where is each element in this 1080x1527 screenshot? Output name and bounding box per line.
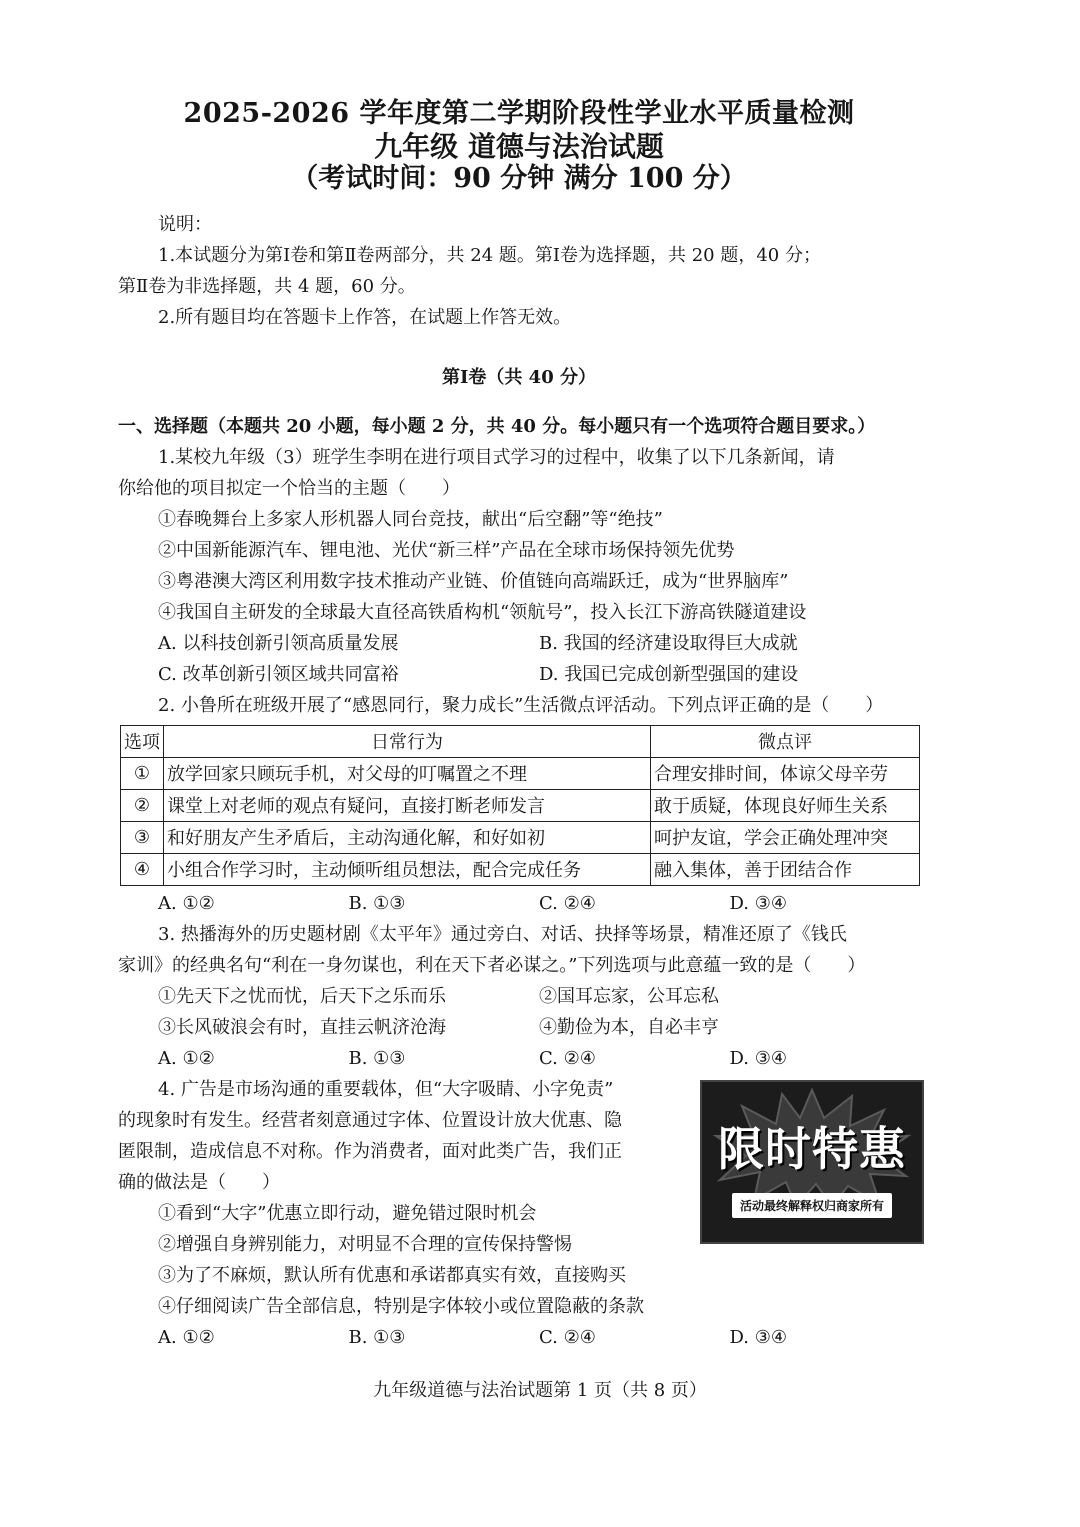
ad-image — [700, 1080, 924, 1244]
exam-duration: （考试时间：90 分钟 满分 100 分） — [291, 162, 747, 194]
q2-row-comment: 呵护友谊，学会正确处理冲突 — [651, 821, 920, 853]
exam-subject: 九年级 道德与法治试题 — [374, 129, 664, 163]
q4-option-b[interactable]: B. ①③ — [348, 1326, 406, 1348]
q3-item: ①先天下之忧而忧，后天下之乐而乐 — [158, 985, 446, 1007]
q3-item: ④勤俭为本，自必丰亨 — [539, 1016, 719, 1038]
q1-item: ①春晚舞台上多家人形机器人同台竞技，献出“后空翻”等“绝技” — [158, 508, 663, 530]
q2-stem: 2. 小鲁所在班级开展了“感恩同行，聚力成长”生活微点评活动。下列点评正确的是（ ） — [158, 694, 884, 716]
q4-stem-line3: 匿限制，造成信息不对称。作为消费者，面对此类广告，我们正 — [118, 1140, 622, 1162]
table-row — [121, 789, 920, 821]
q2-option-b[interactable]: B. ①③ — [348, 892, 406, 914]
q2-table — [120, 725, 920, 886]
q3-option-a[interactable]: A. ①② — [158, 1047, 215, 1069]
q3-stem-line1: 3. 热播海外的历史题材剧《太平年》通过旁白、对话、抉择等场景，精准还原了《钱氏 — [158, 923, 847, 945]
q2-option-c[interactable]: C. ②④ — [539, 892, 596, 914]
table-row — [121, 853, 920, 885]
q1-option-a[interactable]: A. 以科技创新引领高质量发展 — [158, 632, 399, 654]
q1-option-b[interactable]: B. 我国的经济建设取得巨大成就 — [539, 632, 798, 654]
q1-item: ②中国新能源汽车、锂电池、光伏“新三样”产品在全球市场保持领先优势 — [158, 539, 735, 561]
q3-option-c[interactable]: C. ②④ — [539, 1047, 596, 1069]
q2-option-d[interactable]: D. ③④ — [729, 892, 788, 914]
question-2 — [118, 690, 920, 919]
q3-items-row1 — [118, 981, 920, 1012]
part1-title: 第Ⅰ卷（共 40 分） — [441, 366, 596, 388]
ad-headline: 限时特惠 — [718, 1122, 906, 1177]
q4-stem-line1: 4. 广告是市场沟通的重要载体，但“大字吸睛、小字免责” — [158, 1078, 614, 1100]
q4-stem-line2: 的现象时有发生。经营者刻意通过字体、位置设计放大优惠、隐 — [118, 1109, 622, 1131]
q2-row-comment: 融入集体，善于团结合作 — [651, 853, 920, 885]
q4-item: ③为了不麻烦，默认所有优惠和承诺都真实有效，直接购买 — [158, 1264, 626, 1286]
exam-title: 2025-2026 学年度第二学期阶段性学业水平质量检测 — [183, 98, 855, 129]
table-row — [121, 821, 920, 853]
q3-item: ②国耳忘家，公耳忘私 — [539, 985, 719, 1007]
q4-item: ①看到“大字”优惠立即行动，避免错过限时机会 — [158, 1202, 537, 1224]
q3-items-row2 — [118, 1012, 920, 1043]
instruction-1b: 第Ⅱ卷为非选择题，共 4 题，60 分。 — [118, 275, 416, 297]
table-row — [121, 757, 920, 789]
q1-options-row1 — [118, 628, 920, 659]
q2-option-a[interactable]: A. ①② — [158, 892, 215, 914]
q1-option-c[interactable]: C. 改革创新引领区域共同富裕 — [158, 663, 399, 685]
q2-row-number: ③ — [121, 821, 164, 853]
q3-stem-line2: 家训》的经典名句“利在一身勿谋也，利在天下者必谋之。”下列选项与此意蕴一致的是（ ） — [118, 954, 866, 976]
q1-stem-line2: 你给他的项目拟定一个恰当的主题（ ） — [118, 477, 460, 499]
q3-options — [118, 1043, 920, 1074]
q2-row-comment: 敢于质疑，体现良好师生关系 — [651, 789, 920, 821]
q2-header-behavior: 日常行为 — [164, 725, 651, 757]
q3-option-b[interactable]: B. ①③ — [348, 1047, 406, 1069]
q2-row-comment: 合理安排时间，体谅父母辛劳 — [651, 757, 920, 789]
q2-header-option: 选项 — [121, 725, 164, 757]
q2-options — [118, 888, 920, 919]
instruction-2: 2.所有题目均在答题卡上作答，在试题上作答无效。 — [158, 306, 572, 328]
q1-option-d[interactable]: D. 我国已完成创新型强国的建设 — [539, 663, 799, 685]
q2-table-header — [121, 725, 920, 757]
question-1 — [118, 442, 920, 690]
q4-option-a[interactable]: A. ①② — [158, 1326, 215, 1348]
q1-item: ③粤港澳大湾区利用数字技术推动产业链、价值链向高端跃迁，成为“世界脑库” — [158, 570, 789, 592]
q3-option-d[interactable]: D. ③④ — [729, 1047, 788, 1069]
q4-option-c[interactable]: C. ②④ — [539, 1326, 596, 1348]
instruction-1a: 1.本试题分为第Ⅰ卷和第Ⅱ卷两部分，共 24 题。第Ⅰ卷为选择题，共 20 题，40 分； — [158, 244, 821, 266]
question-4 — [118, 1074, 920, 1353]
q4-option-d[interactable]: D. ③④ — [729, 1326, 788, 1348]
q1-stem-line1: 1.某校九年级（3）班学生李明在进行项目式学习的过程中，收集了以下几条新闻，请 — [158, 446, 835, 468]
q1-options-row2 — [118, 659, 920, 690]
q2-row-behavior: 和好朋友产生矛盾后，主动沟通化解，和好如初 — [164, 821, 651, 853]
q2-row-number: ② — [121, 789, 164, 821]
q2-row-behavior: 小组合作学习时，主动倾听组员想法，配合完成任务 — [164, 853, 651, 885]
section-title: 一、选择题（本题共 20 小题，每小题 2 分，共 40 分。每小题只有一个选项符合题目要求。） — [118, 415, 876, 437]
q2-row-number: ① — [121, 757, 164, 789]
q3-item: ③长风破浪会有时，直挂云帆济沧海 — [158, 1016, 446, 1038]
question-3 — [118, 919, 920, 1074]
q2-header-comment: 微点评 — [651, 725, 920, 757]
q2-row-behavior: 放学回家只顾玩手机，对父母的叮嘱置之不理 — [164, 757, 651, 789]
q4-item: ②增强自身辨别能力，对明显不合理的宣传保持警惕 — [158, 1233, 572, 1255]
q2-row-behavior: 课堂上对老师的观点有疑问，直接打断老师发言 — [164, 789, 651, 821]
ad-disclaimer: 活动最终解释权归商家所有 — [732, 1193, 892, 1218]
q1-item: ④我国自主研发的全球最大直径高铁盾构机“领航号”，投入长江下游高铁隧道建设 — [158, 601, 807, 623]
q4-stem-line4: 确的做法是（ ） — [118, 1171, 280, 1193]
q2-row-number: ④ — [121, 853, 164, 885]
q4-options — [118, 1322, 920, 1353]
q4-item: ④仔细阅读广告全部信息，特别是字体较小或位置隐蔽的条款 — [158, 1295, 644, 1317]
page-footer: 九年级道德与法治试题第 1 页（共 8 页） — [373, 1380, 707, 1401]
instructions-label: 说明： — [158, 213, 212, 235]
